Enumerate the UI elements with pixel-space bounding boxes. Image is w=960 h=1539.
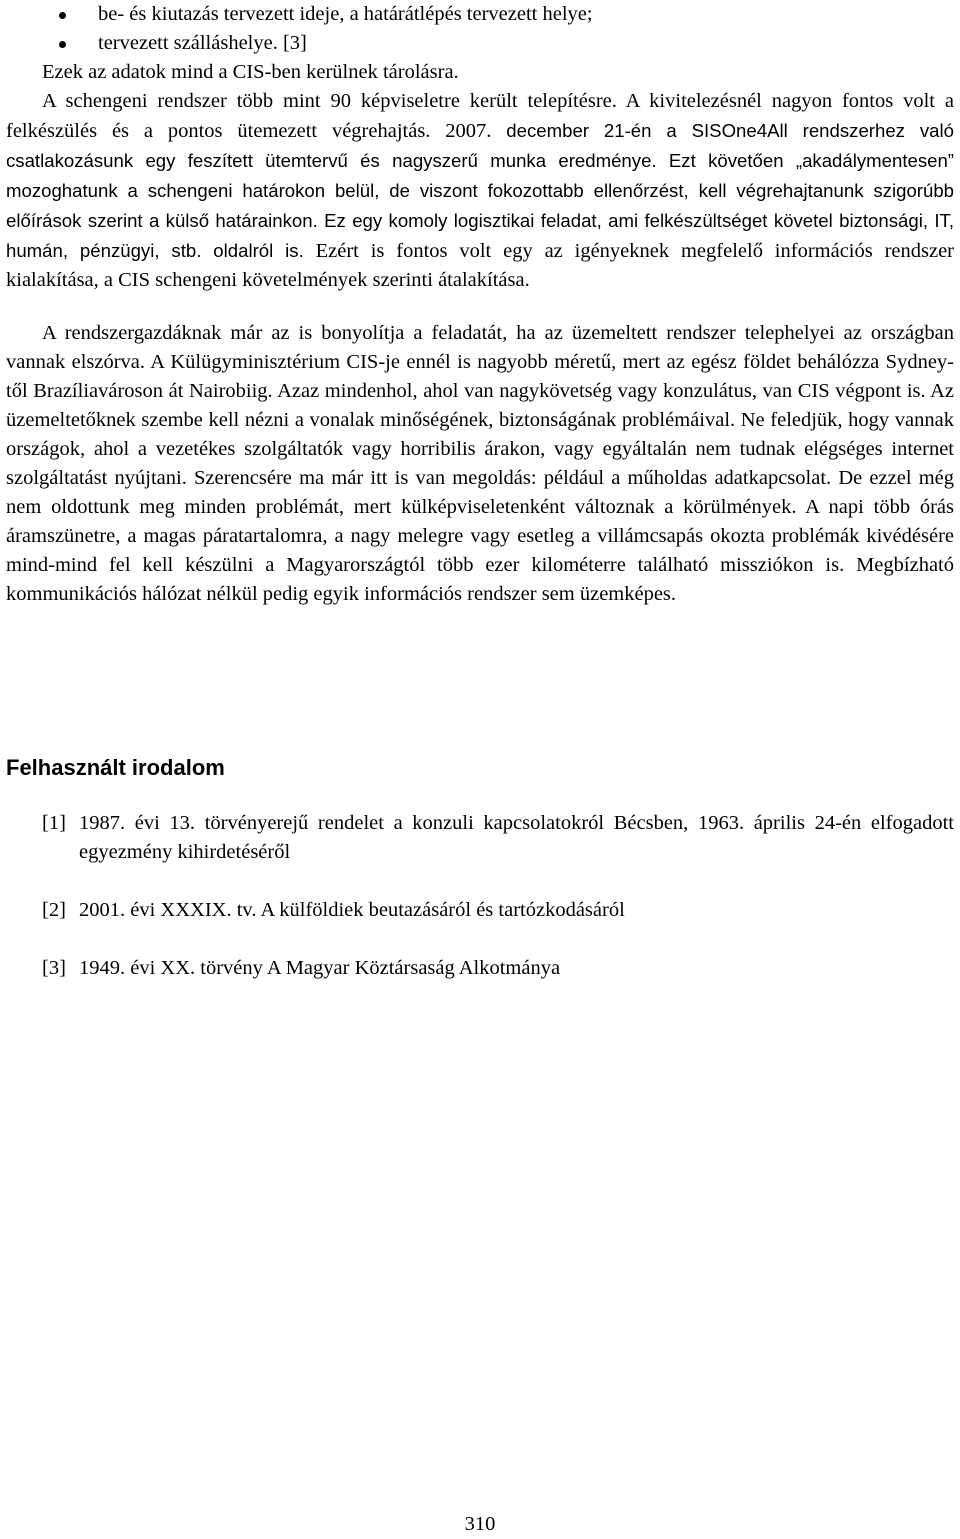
page-number: 310 [464, 1513, 496, 1535]
reference-number: [3] [42, 957, 66, 979]
paragraph-schengen-conclusion: Ezért is fontos volt egy az igényeknek megfelelő információs rendszer kialakítása, a CIS schengeni követelmények szerinti átalakítása. [6, 240, 955, 291]
reference-number: [1] [42, 812, 66, 834]
list-item-text: tervezett szálláshelye. [3] [98, 32, 307, 54]
paragraph-storage: Ezek az adatok mind a CIS-ben kerülnek tárolásra. [42, 61, 459, 83]
references-heading: Felhasznált irodalom [6, 755, 225, 780]
bullet-icon [59, 12, 66, 19]
paragraph-operations: A rendszergazdáknak már az is bonyolítja a feladatát, ha az üzemeltett rendszer telephelyei az országban vannak elszórva. A Külügyminisztérium CIS-je ennél is nagyobb méretű, mert az egész földet behálózza Sydney-től Brazíliavároson át Nairobiig. Azaz mindenhol, ahol van nagykövetség vagy konzulátus, van CIS végpont is. Az üzemeltetőknek szembe kell nézni a vonalak minőségének, biztonságának problémáival. Ne feledjük, hogy vannak országok, ahol a vezetékes szolgáltatók vagy horribilis árakon, vagy egyáltalán nem tudnak elégséges internet szolgáltatást nyújtani. Szerencsére ma már itt is van megoldás: például a műholdas adatkapcsolat. De ezzel még nem oldottunk meg minden problémát, mert külképviseletenként változnak a körülmények. A napi több órás áramszünetre, a magas páratartalomra, a nagy melegre vagy esetleg a villámcsapás okozta problémák kivédésére mind-mind fel kell készülni a Magyarországtól több ezer kilométerre található missziókon is. Megbízható kommunikációs hálózat nélkül pedig egyik információs rendszer sem üzemképes. [6, 322, 954, 605]
document-page [6, 0, 954, 1537]
list-item-text: be- és kiutazás tervezett ideje, a határátlépés tervezett helye; [98, 3, 593, 25]
paragraph-schengen-details: december 21-én a SISOne4All rendszerhez való csatlakozásunk egy feszített ütemtervű és nagyszerű munka eredménye. Ezt követően „akadálymentesen” mozoghatunk a schengeni határokon belül, de viszont fokozottabb ellenőrzést, kell végrehajtanunk szigorúbb előírások szerint a külső határainkon. Ez egy komoly logisztikai feladat, ami felkészültséget követel biztonsági, IT, humán, pénzügyi, stb. oldalról is. [6, 120, 954, 261]
reference-item [6, 896, 954, 925]
paragraph-schengen [6, 87, 954, 295]
bullet-list [6, 0, 954, 58]
reference-item [6, 809, 954, 867]
reference-text: 2001. évi XXXIX. tv. A külföldiek beutazásáról és tartózkodásáról [79, 899, 625, 921]
list-item [6, 0, 954, 29]
reference-text: 1949. évi XX. törvény A Magyar Köztársaság Alkotmánya [79, 957, 561, 979]
list-item [6, 29, 954, 58]
reference-item [6, 954, 954, 983]
bullet-icon [59, 41, 66, 48]
paragraph-schengen-intro: A schengeni rendszer több mint 90 képviseletre került telepítésre. A kivitelezésnél nagyon fontos volt a felkészülés és a pontos ütemezett végrehajtás. 2007. [6, 90, 954, 142]
reference-text: 1987. évi 13. törvényerejű rendelet a konzuli kapcsolatokról Bécsben, 1963. április 24-én elfogadott egyezmény kihirdetéséről [79, 812, 954, 863]
reference-number: [2] [42, 899, 66, 921]
references-list [6, 809, 954, 1012]
